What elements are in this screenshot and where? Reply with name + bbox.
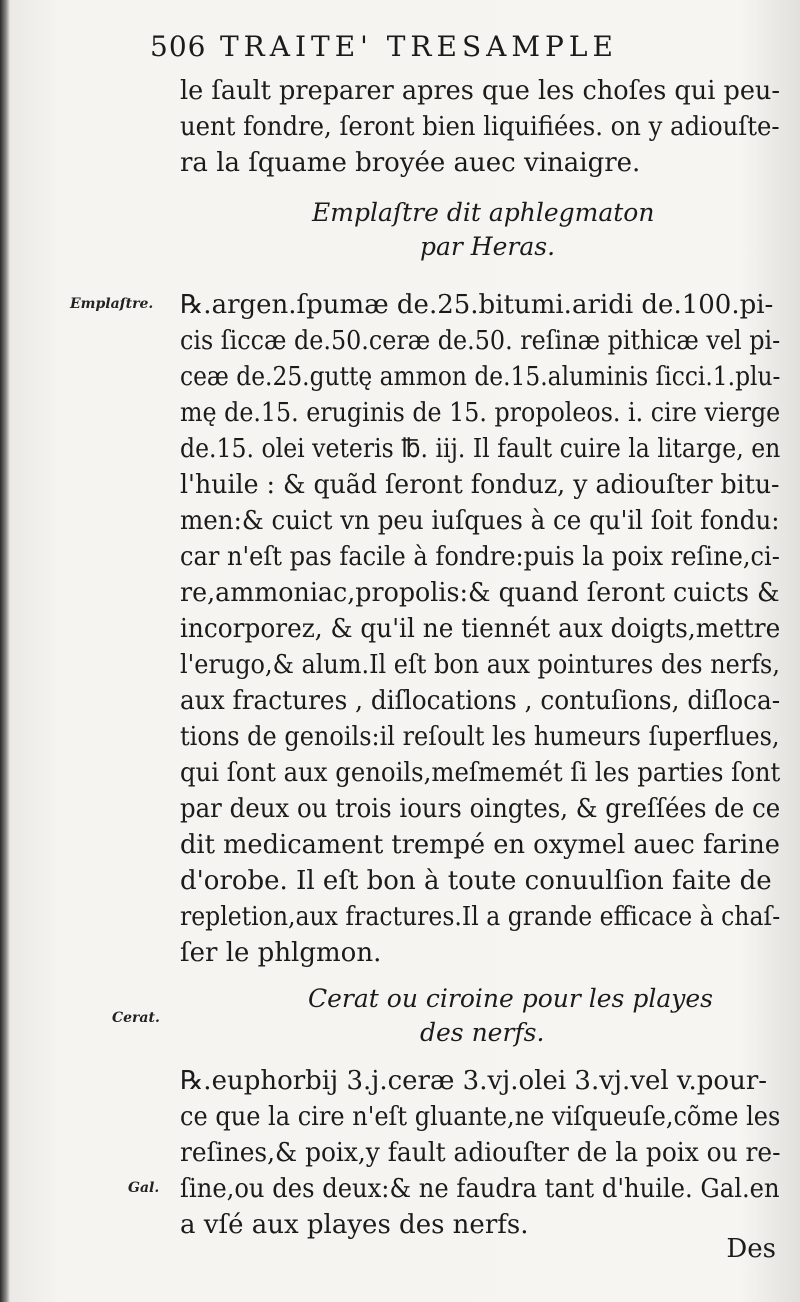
text-line: ceæ de.25.guttę ammon de.15.aluminis ſicci.1.plu- xyxy=(180,362,781,392)
text-line: cis ſiccæ de.50.ceræ de.50. reſinæ pithicæ vel pi- xyxy=(180,326,781,356)
text-line: men:& cuict vn peu iuſques à ce qu'il ſoit fondu: xyxy=(180,506,780,536)
recipe-heading-cerat: Cerat ou ciroine pour les playes xyxy=(308,984,713,1013)
text-line: de.15. olei veteris ℔. iij. Il fault cuire la litarge, en xyxy=(180,434,781,464)
page-gutter-shadow xyxy=(0,0,10,1302)
text-line: le ſault preparer apres que les choſes qui peu- xyxy=(180,76,780,106)
recipe-heading-emplastre: Emplaſtre dit aphlegmaton xyxy=(312,198,655,227)
text-line: a vſé aux playes des nerfs. xyxy=(180,1210,529,1240)
text-line: qui ſont aux genoils,meſmemét ſi les parties ſont xyxy=(180,758,781,788)
text-line: dit medicament trempé en oxymel auec farine xyxy=(180,830,780,860)
text-line: l'huile : & quãd ſeront fonduz, y adiouſter bitu- xyxy=(180,470,780,500)
text-line: uent fondre, ſeront bien liquifiées. on y adiouſte- xyxy=(180,112,780,142)
text-line: aux fractures , diſlocations , contuſions, diſloca- xyxy=(180,686,781,716)
text-line: incorporez, & qu'il ne tiennét aux doigts,mettre xyxy=(180,614,781,644)
text-line: reſines,& poix,y fault adiouſter de la poix ou re- xyxy=(180,1138,781,1168)
text-line: mę de.15. eruginis de 15. propoleos. i. cire vierge xyxy=(180,398,781,428)
text-line: car n'eſt pas facile à fondre:puis la poix reſine,ci- xyxy=(180,542,780,572)
text-line: ra la ſquame broyée auec vinaigre. xyxy=(180,148,641,178)
text-line: re,ammoniac,propolis:& quand ſeront cuicts & xyxy=(180,578,780,608)
margin-note-emplastre: Emplaſtre. xyxy=(70,296,154,312)
text-line: ℞.argen.ſpumæ de.25.bitumi.aridi de.100.pi- xyxy=(180,290,774,320)
text-line: tions de genoils:il reſoult les humeurs ſuperflues, xyxy=(180,722,780,752)
text-line: d'orobe. Il eſt bon à toute conuulſion faite de xyxy=(180,866,772,896)
text-line: ℞.euphorbij 3.j.ceræ 3.vj.olei 3.vj.vel v.pour- xyxy=(180,1066,768,1096)
margin-note-gal: Gal. xyxy=(128,1180,160,1196)
page-header xyxy=(150,30,710,70)
text-line: l'erugo,& alum.Il eſt bon aux pointures des nerfs, xyxy=(180,650,780,680)
recipe-heading-emplastre-sub: par Heras. xyxy=(420,232,556,261)
text-line: par deux ou trois iours oingtes, & greſſées de ce xyxy=(180,794,781,824)
catchword: Des xyxy=(726,1234,776,1264)
text-line: ſer le phlgmon. xyxy=(180,938,382,968)
margin-note-cerat: Cerat. xyxy=(112,1010,160,1026)
page-number: 506 xyxy=(150,30,207,63)
text-line: ce que la cire n'eſt gluante,ne viſqueuſe,cõme les xyxy=(180,1102,781,1132)
text-line: ſine,ou des deux:& ne faudra tant d'huile. Gal.en xyxy=(180,1174,780,1204)
recipe-heading-cerat-sub: des nerfs. xyxy=(420,1018,545,1047)
text-line: repletion,aux fractures.Il a grande efficace à chaſ- xyxy=(180,902,781,932)
running-title: TRAITE' TRESAMPLE xyxy=(220,30,618,63)
